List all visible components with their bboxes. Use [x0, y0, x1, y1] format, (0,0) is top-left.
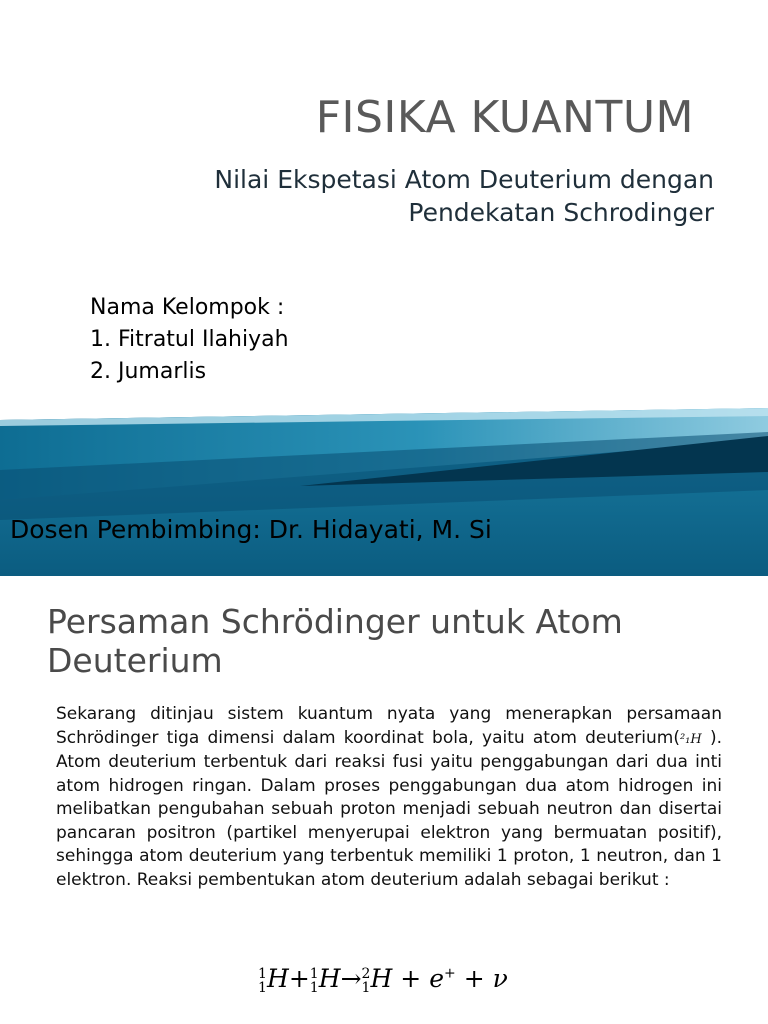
mass-number: 2	[361, 965, 371, 982]
atomic-number: 1	[361, 979, 371, 996]
section-heading: Persaman Schrödinger untuk Atom Deuterium	[47, 602, 623, 680]
supervisor-label: Dosen Pembimbing: Dr. Hidayati, M. Si	[10, 515, 492, 544]
nuclide-scripts	[310, 967, 319, 995]
plus-sign: +	[288, 964, 310, 993]
subtitle-line-2: Pendekatan Schrodinger	[408, 198, 714, 227]
atomic-number: 1	[309, 979, 319, 996]
plus-sign: +	[463, 964, 485, 993]
content-slide	[0, 576, 768, 1024]
mass-number: 1	[309, 965, 319, 982]
atomic-number: 1	[258, 979, 267, 996]
plus-sign: +	[400, 964, 422, 993]
deuterium-symbol: H	[370, 964, 393, 993]
slide-title: FISIKA KUANTUM	[315, 92, 694, 143]
nuclide-scripts	[258, 967, 267, 995]
neutrino-symbol: ν	[492, 964, 508, 993]
inline-deuterium-symbol: ²₁H	[679, 731, 702, 747]
member-item: 2. Jumarlis	[90, 359, 207, 384]
subtitle-line-1: Nilai Ekspetasi Atom Deuterium dengan	[214, 165, 714, 194]
reaction-arrow: →	[340, 964, 362, 993]
body-paragraph	[56, 703, 722, 892]
mass-number: 1	[258, 965, 267, 982]
member-item: 1. Fitratul Ilahiyah	[90, 327, 289, 352]
nuclide-scripts	[362, 967, 371, 995]
para-text-start: Sekarang ditinjau sistem kuantum nyata yang menerapkan persamaan Schrödinger tiga dimensi dalam koordinat bola, yaitu atom deuterium(	[56, 704, 722, 748]
hydrogen-symbol: H	[267, 964, 289, 993]
reaction-equation	[258, 964, 508, 995]
hydrogen-symbol: H	[318, 964, 341, 993]
positron-symbol: e	[429, 964, 444, 993]
para-text-end: ). Atom deuterium terbentuk dari reaksi fusi yaitu penggabungan dari dua inti atom hidrogen ringan. Dalam proses penggabungan dua atom hidrogen ini melibatkan pengubahan sebuah proton menjadi sebuah neutron dan disertai pancaran positron (partikel menyerupai elektron yang bermuatan positif), sehingga atom deuterium yang terbentuk memiliki 1 proton, 1 neutron, dan 1 elektron. Reaksi pembentukan atom deuterium adalah sebagai berikut :	[56, 727, 722, 890]
members-heading: Nama Kelompok :	[90, 295, 285, 320]
positron-charge: +	[444, 965, 456, 982]
